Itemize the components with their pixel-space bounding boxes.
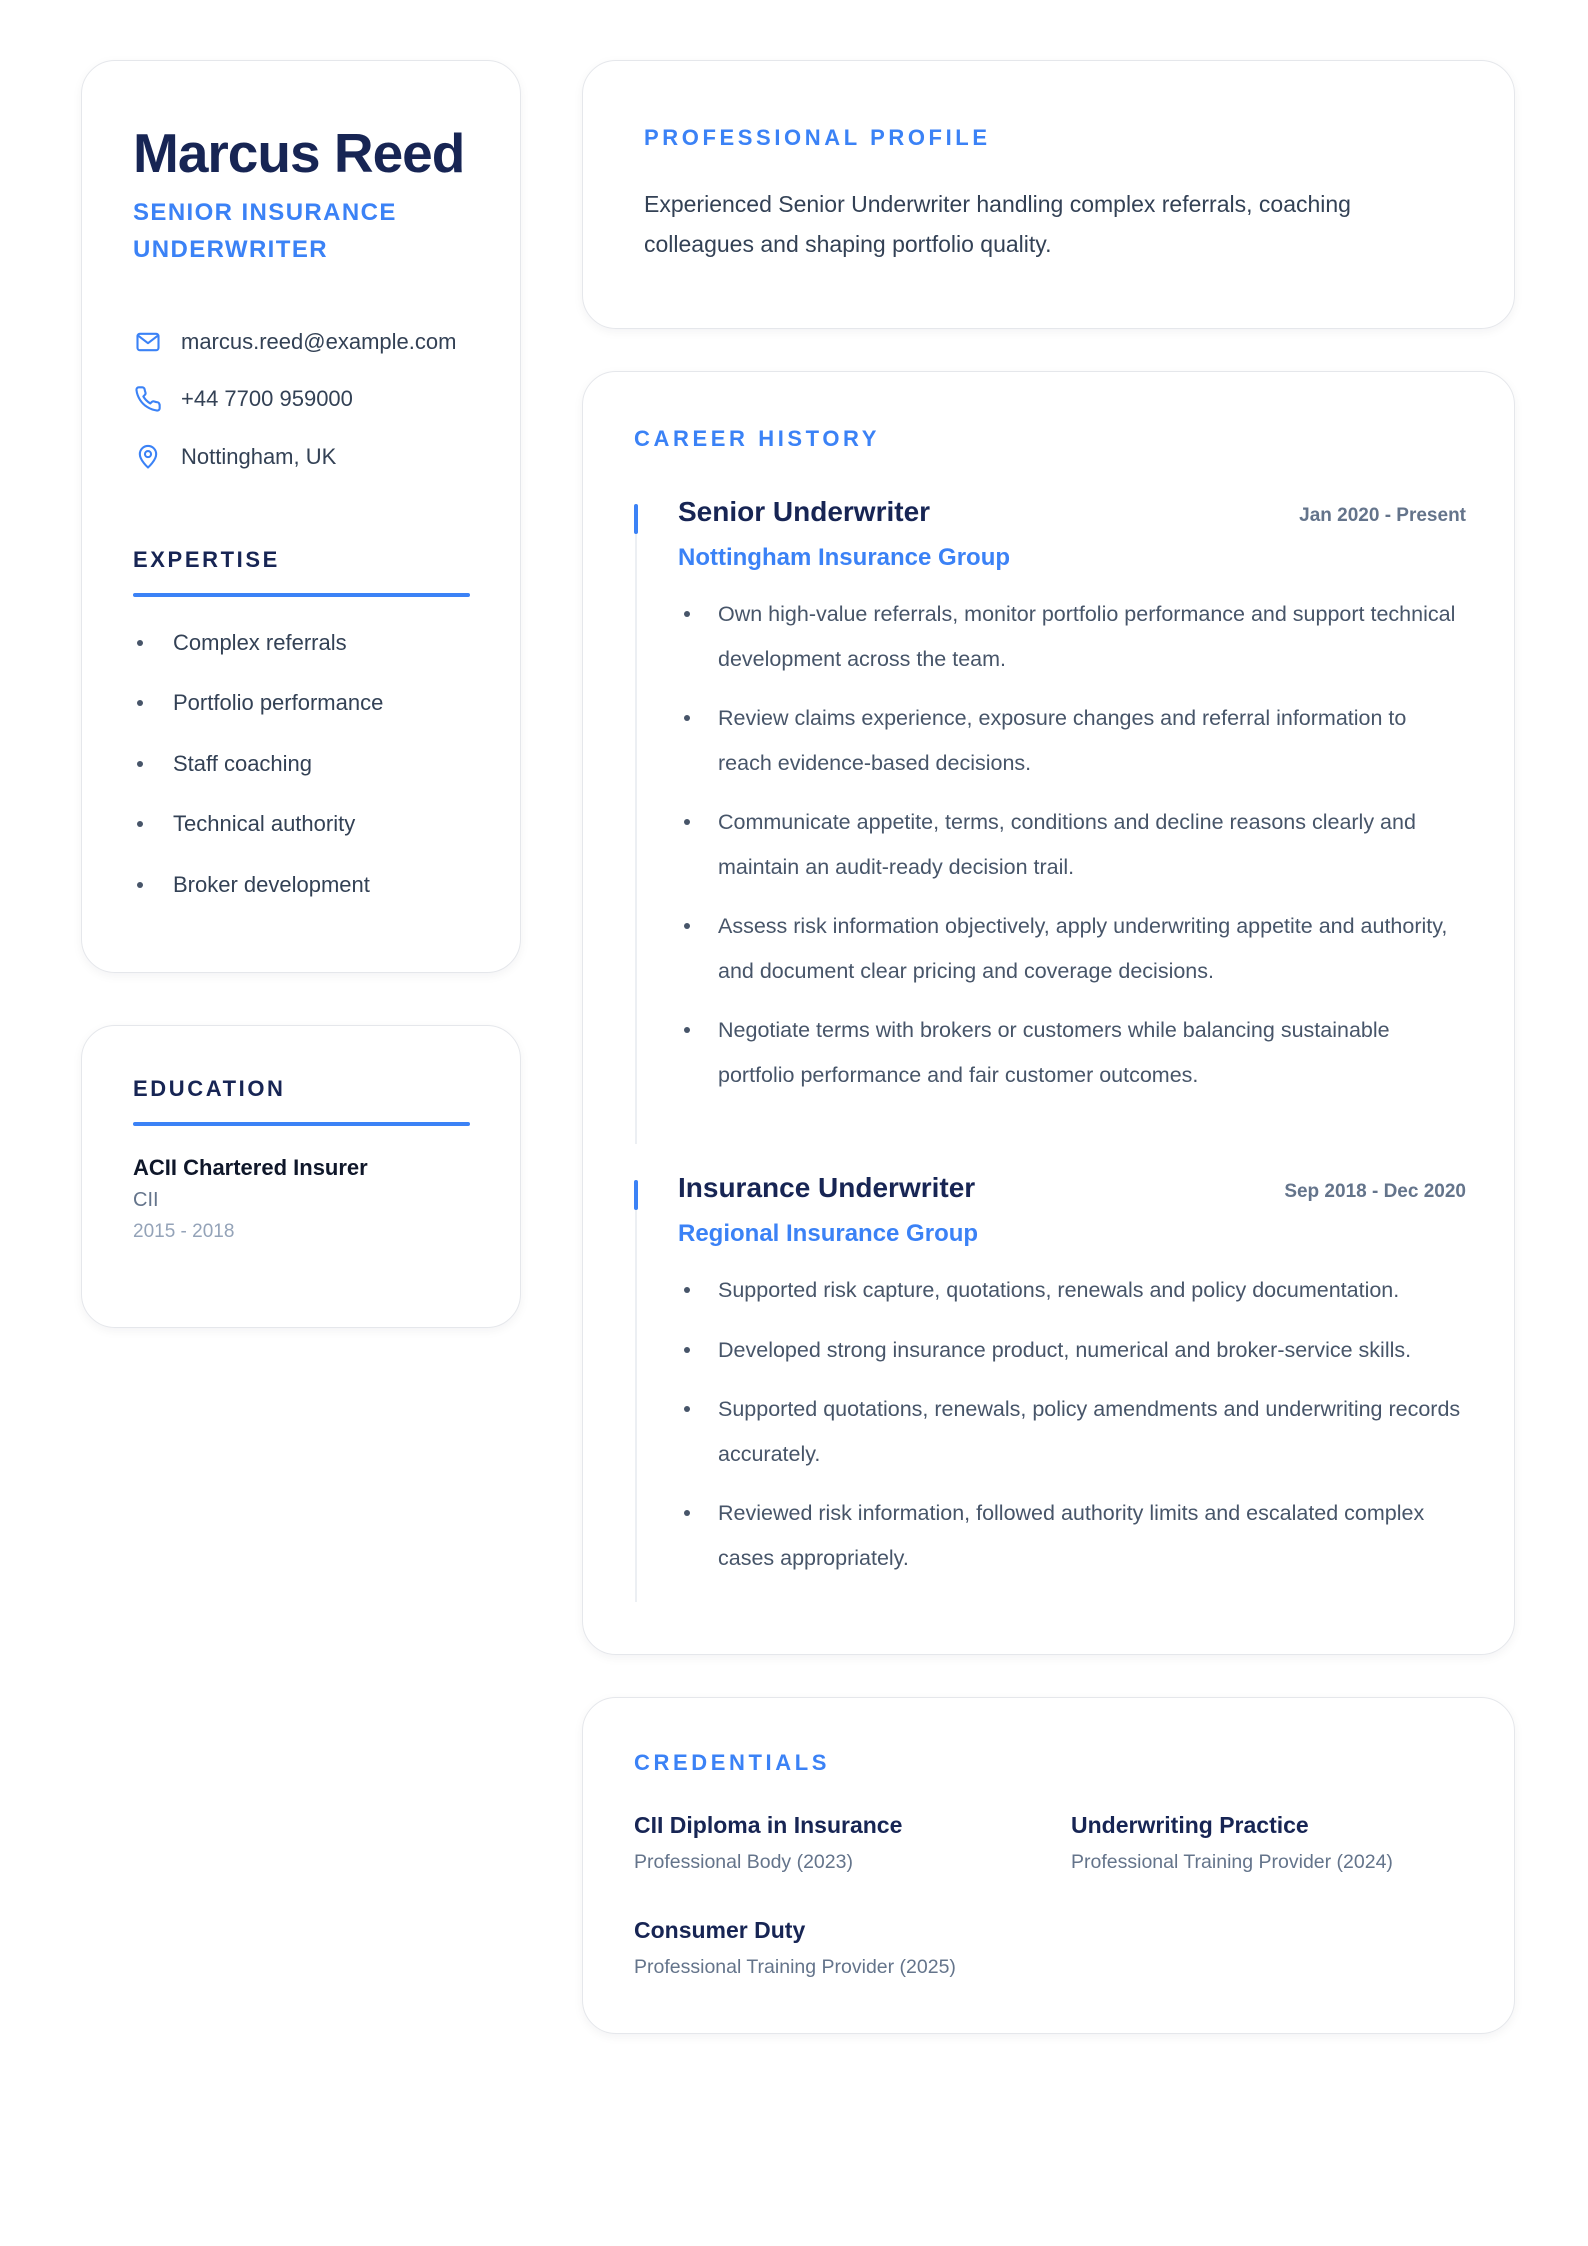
job-bullet: Review claims experience, exposure changes and referral information to reach evidence-based decisions.	[678, 696, 1466, 785]
education-years: 2015 - 2018	[133, 1221, 235, 1242]
bullet-dot	[137, 761, 143, 767]
contact-phone-text: +44 7700 959000	[181, 386, 353, 411]
expertise-item	[133, 628, 347, 658]
credential-issuer: Professional Body (2023)	[634, 1851, 853, 1873]
credential-name: CII Diploma in Insurance	[634, 1812, 903, 1838]
expertise-item	[133, 809, 355, 839]
job-bullet: Assess risk information objectively, apply underwriting appetite and authority, and document clear pricing and coverage decisions.	[678, 904, 1466, 993]
credential-name: Underwriting Practice	[1071, 1812, 1309, 1838]
candidate-name: Marcus Reed	[133, 122, 465, 184]
credential-item	[634, 1812, 1054, 1874]
job-company: Regional Insurance Group	[678, 1220, 979, 1247]
profile-heading: PROFESSIONAL PROFILE	[644, 125, 991, 150]
career-heading: CAREER HISTORY	[634, 426, 880, 451]
credentials-heading: CREDENTIALS	[634, 1750, 831, 1775]
expertise-item-label: Staff coaching	[173, 751, 313, 776]
education-institution: CII	[133, 1189, 159, 1211]
expertise-item	[133, 870, 370, 900]
contact-phone[interactable]	[133, 383, 353, 415]
expertise-item-label: Technical authority	[173, 811, 356, 836]
contact-location-text: Nottingham, UK	[181, 444, 337, 469]
bullet-dot	[137, 882, 143, 888]
job-bullet: Supported quotations, renewals, policy amendments and underwriting records accurately.	[678, 1387, 1466, 1476]
credential-item	[1071, 1812, 1491, 1874]
credential-name: Consumer Duty	[634, 1917, 806, 1943]
expertise-item-label: Portfolio performance	[173, 690, 384, 715]
job-bullets	[678, 592, 1466, 1112]
job-accent-bar	[634, 1180, 638, 1210]
job-company: Nottingham Insurance Group	[678, 544, 1011, 571]
education-degree: ACII Chartered Insurer	[133, 1155, 368, 1180]
expertise-item-label: Broker development	[173, 872, 370, 897]
job-bullet: Communicate appetite, terms, conditions and decline reasons clearly and maintain an audit-ready decision trail.	[678, 800, 1466, 889]
job-dates: Jan 2020 - Present	[1299, 505, 1466, 526]
bullet-dot	[137, 700, 143, 706]
profile-summary: Experienced Senior Underwriter handling complex referrals, coaching colleagues and shaping portfolio quality.	[644, 191, 1351, 257]
job-dates: Sep 2018 - Dec 2020	[1284, 1181, 1466, 1202]
bullet-dot	[137, 640, 143, 646]
job-title: Insurance Underwriter	[678, 1172, 976, 1203]
expertise-item	[133, 688, 383, 718]
job-timeline-line	[635, 534, 637, 1144]
expertise-item-label: Complex referrals	[173, 630, 347, 655]
candidate-role: SENIOR INSURANCE UNDERWRITER	[133, 199, 397, 263]
contact-location	[133, 441, 336, 473]
contact-email[interactable]	[133, 326, 456, 358]
credential-issuer: Professional Training Provider (2024)	[1071, 1851, 1393, 1873]
job-entry	[634, 490, 1466, 1150]
education-divider	[133, 1122, 470, 1126]
credentials-card	[582, 1697, 1515, 2034]
bullet-dot	[137, 821, 143, 827]
job-bullet: Supported risk capture, quotations, renewals and policy documentation.	[678, 1268, 1466, 1313]
location-pin-icon	[133, 442, 163, 472]
credential-item	[634, 1917, 1054, 1979]
job-accent-bar	[634, 504, 638, 534]
identity-card	[81, 60, 521, 973]
job-bullet: Developed strong insurance product, numerical and broker-service skills.	[678, 1328, 1466, 1373]
expertise-item	[133, 749, 312, 779]
job-bullets	[678, 1268, 1466, 1595]
job-title: Senior Underwriter	[678, 496, 931, 527]
mail-icon	[133, 327, 163, 357]
education-card	[81, 1025, 521, 1328]
phone-icon	[133, 384, 163, 414]
job-bullet: Own high-value referrals, monitor portfolio performance and support technical development across the team.	[678, 592, 1466, 681]
career-card	[582, 371, 1515, 1655]
contact-email-text: marcus.reed@example.com	[181, 329, 457, 354]
credential-issuer: Professional Training Provider (2025)	[634, 1956, 956, 1978]
job-entry	[634, 1166, 1466, 1606]
job-bullet: Negotiate terms with brokers or customers while balancing sustainable portfolio performance and fair customer outcomes.	[678, 1008, 1466, 1097]
education-heading: EDUCATION	[133, 1076, 286, 1101]
job-bullet: Reviewed risk information, followed authority limits and escalated complex cases appropriately.	[678, 1491, 1466, 1580]
job-timeline-line	[635, 1210, 637, 1602]
expertise-heading: EXPERTISE	[133, 547, 280, 572]
expertise-divider	[133, 593, 470, 597]
profile-card	[582, 60, 1515, 329]
